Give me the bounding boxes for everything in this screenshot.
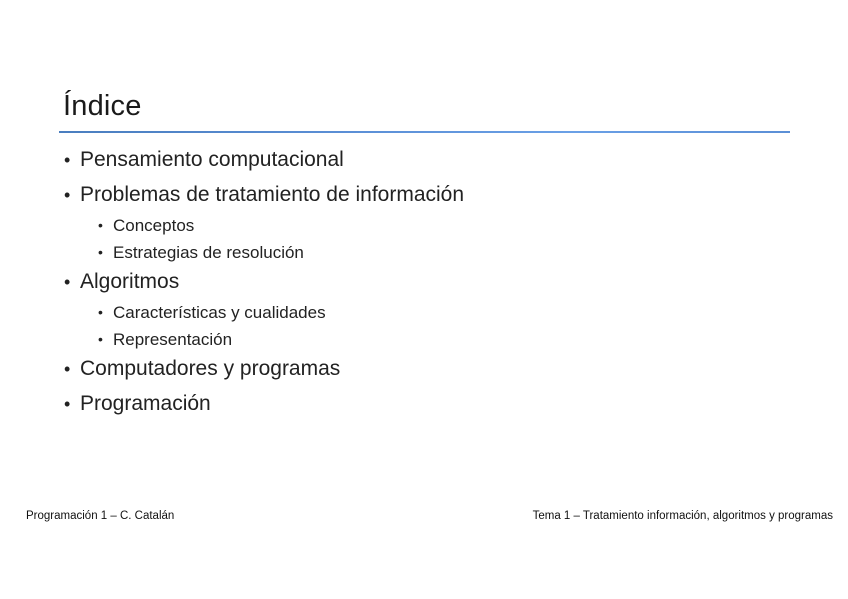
title-underline xyxy=(59,131,790,133)
bullet-item-label: Problemas de tratamiento de información xyxy=(80,183,465,206)
bullet-item-label: Programación xyxy=(80,392,211,415)
sub-bullet-item xyxy=(64,214,464,237)
bullet-item xyxy=(64,268,464,296)
bullet-item-label: Computadores y programas xyxy=(80,357,341,380)
sub-bullet-item xyxy=(64,301,464,324)
bullet-list xyxy=(64,146,464,425)
bullet-item-label: Algoritmos xyxy=(80,270,180,293)
sub-bullet-item-label: Características y cualidades xyxy=(113,303,326,322)
bullet-item xyxy=(64,355,464,383)
footer-course-author: Programación 1 – C. Catalán xyxy=(26,510,175,522)
sub-bullet-list xyxy=(64,301,464,351)
slide-title: Índice xyxy=(63,90,142,122)
bullet-item xyxy=(64,146,464,174)
sub-bullet-item-label: Representación xyxy=(113,330,233,349)
footer-topic: Tema 1 – Tratamiento información, algoritmos y programas xyxy=(532,510,833,522)
sub-bullet-item xyxy=(64,328,464,351)
sub-bullet-item-label: Conceptos xyxy=(113,216,195,235)
bullet-item-label: Pensamiento computacional xyxy=(80,148,344,171)
bullet-item xyxy=(64,390,464,418)
sub-bullet-item-label: Estrategias de resolución xyxy=(113,243,304,262)
sub-bullet-list xyxy=(64,214,464,264)
bullet-item xyxy=(64,181,464,209)
sub-bullet-item xyxy=(64,241,464,264)
